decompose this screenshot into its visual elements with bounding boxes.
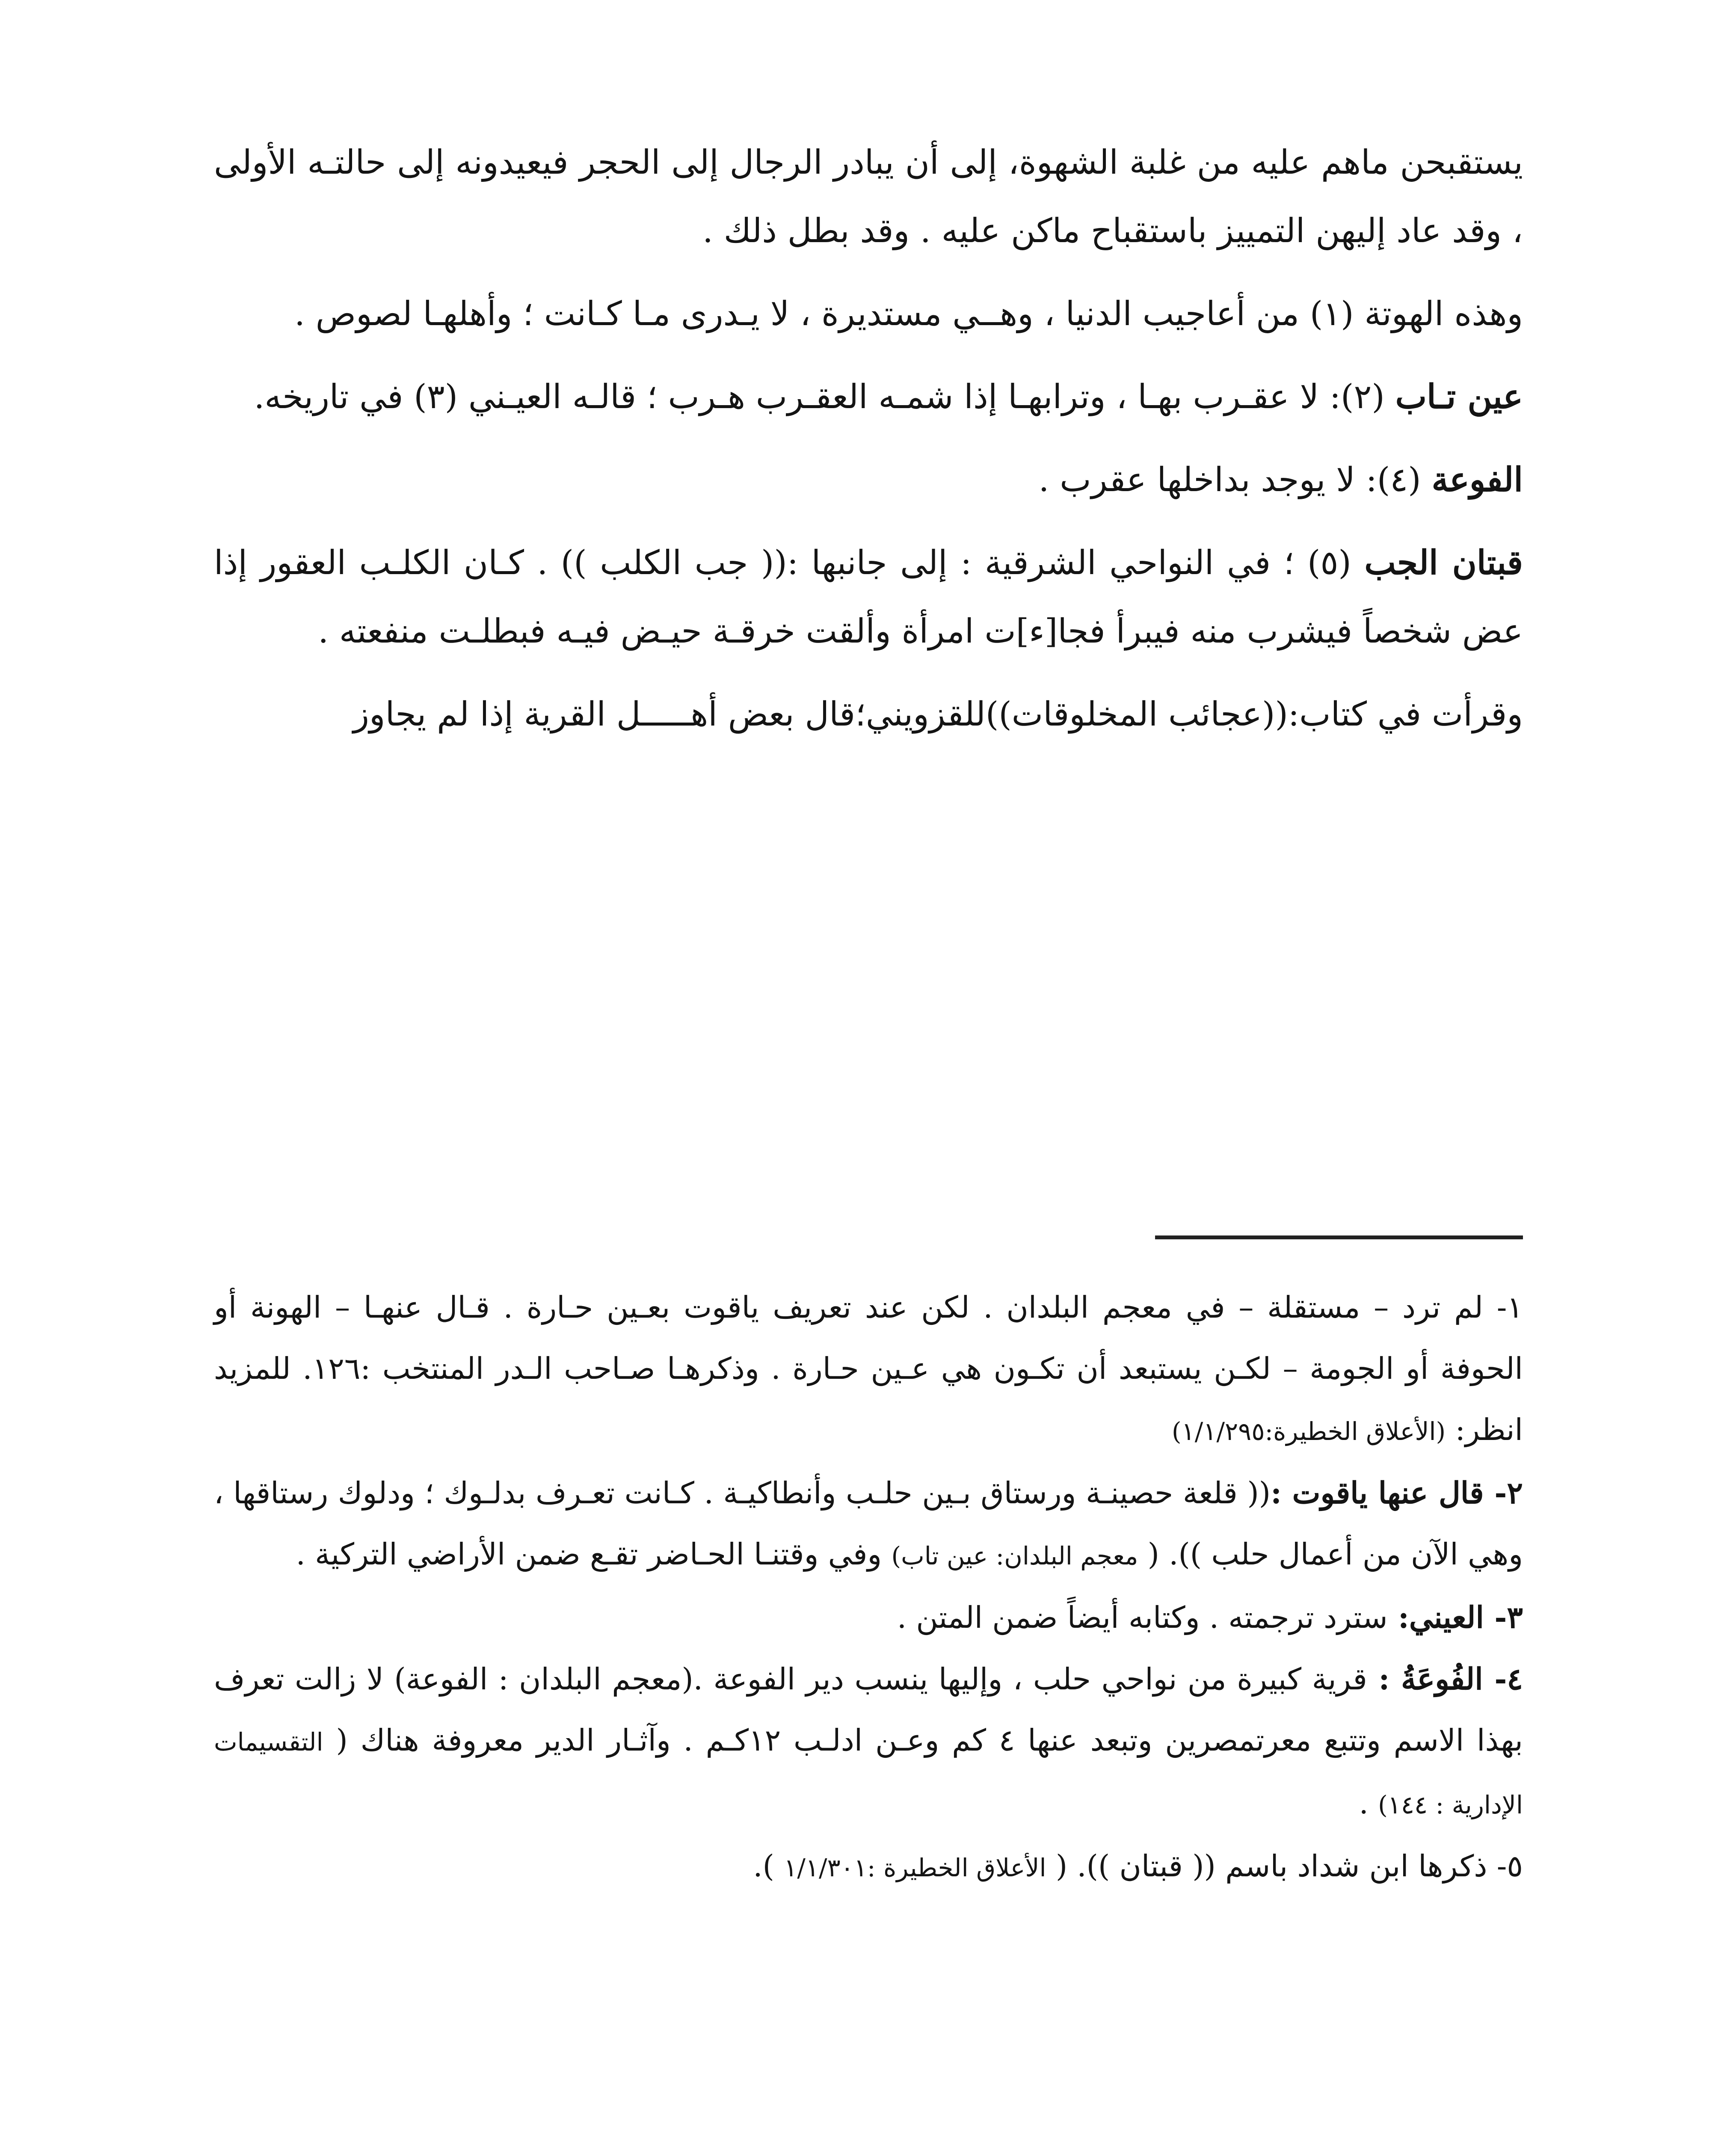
footnote-5: ٥- ذكرها ابن شداد باسم (( قبتان )). ( الأعلاق الخطيرة :١/١/٣٠١ ).: [753, 1849, 1523, 1884]
paragraph-qubtan-aljubb: قبتان الجب (٥) ؛ في النواحي الشرقية : إلى جانبها :(( جب الكلب )) . كـان الكلـب العقور إذا عض شخصاً فيشرب منه فيبرأ فجا[ء]ت امرأة وألقت خرقـة حيـض فيـه فبطلـت منفعته .: [214, 543, 1523, 651]
paragraph-fuaa: الفوعة (٤): لا يوجد بداخلها عقرب .: [1038, 460, 1523, 499]
footnote-1: ١- لم ترد – مستقلة – في معجم البلدان . لكن عند تعريف ياقوت بعـين حـارة . قـال عنهـا – الهونة أو الحوفة أو الجومة – لكـن يستبعد أن تكـون هي عـين حـارة . وذكرهـا صـاحب الـدر المنتخب :١٢٦. للمزيد انظر: (الأعلاق الخطيرة:١/١/٢٩٥): [214, 1290, 1523, 1447]
footnote-2: ٢- قال عنها ياقوت :(( قلعة حصينـة ورستاق بـين حلـب وأنطاكيـة . كـانت تعـرف بدلـوك ؛ ودلوك رستاقها ، وهي الآن من أعمال حلب )). ( معجم البلدان: عين تاب) وفي وقتنـا الحـاضر تقـع ضمن الأراضي التركية .: [214, 1475, 1523, 1572]
entry-heading: الفوعة: [1431, 460, 1523, 499]
footnote-3: ٣- العيني: سترد ترجمته . وكتابه أيضاً ضمن المتن .: [897, 1600, 1523, 1635]
entry-heading: عين تـاب: [1395, 377, 1523, 416]
paragraph-1: يستقبحن ماهم عليه من غلبة الشهوة، إلى أن يبادر الرجال إلى الحجر فيعيدونه إلى حالتـه الأولى ، وقد عاد إليهن التمييز باستقباح ماكن عليه . وقد بطل ذلك .: [214, 143, 1523, 250]
main-text: [214, 128, 1523, 763]
footnote-4: ٤- الفُوعَةُ : قرية كبيرة من نواحي حلب ، وإليها ينسب دير الفوعة .(معجم البلدان : الفوعة) لا زالت تعرف بهذا الاسم وتتبع معرتمصرين وتبعد عنها ٤ كم وعـن ادلـب ١٢كـم . وآثـار الدير معروفة هناك ( التقسيمات الإدارية : ١٤٤) .: [214, 1661, 1523, 1821]
paragraph-6: وقرأت في كتاب:((عجائب المخلوقات))للقزويني؛قال بعض أهـــــل القرية إذا لم يجاوز: [353, 695, 1523, 734]
paragraph-ayn-tab: عين تـاب (٢): لا عقـرب بهـا ، وترابهـا إذا شمـه العقـرب هـرب ؛ قالـه العيـني (٣) في تاريخه.: [254, 377, 1523, 416]
entry-heading: قبتان الجب: [1364, 543, 1523, 582]
paragraph-2: وهذه الهوتة (١) من أعاجيب الدنيا ، وهــي مستديرة ، لا يـدرى مـا كـانت ؛ وأهلهـا لصوص .: [294, 295, 1523, 333]
footnotes: [214, 1277, 1523, 1899]
footnote-separator: [1155, 1235, 1523, 1239]
